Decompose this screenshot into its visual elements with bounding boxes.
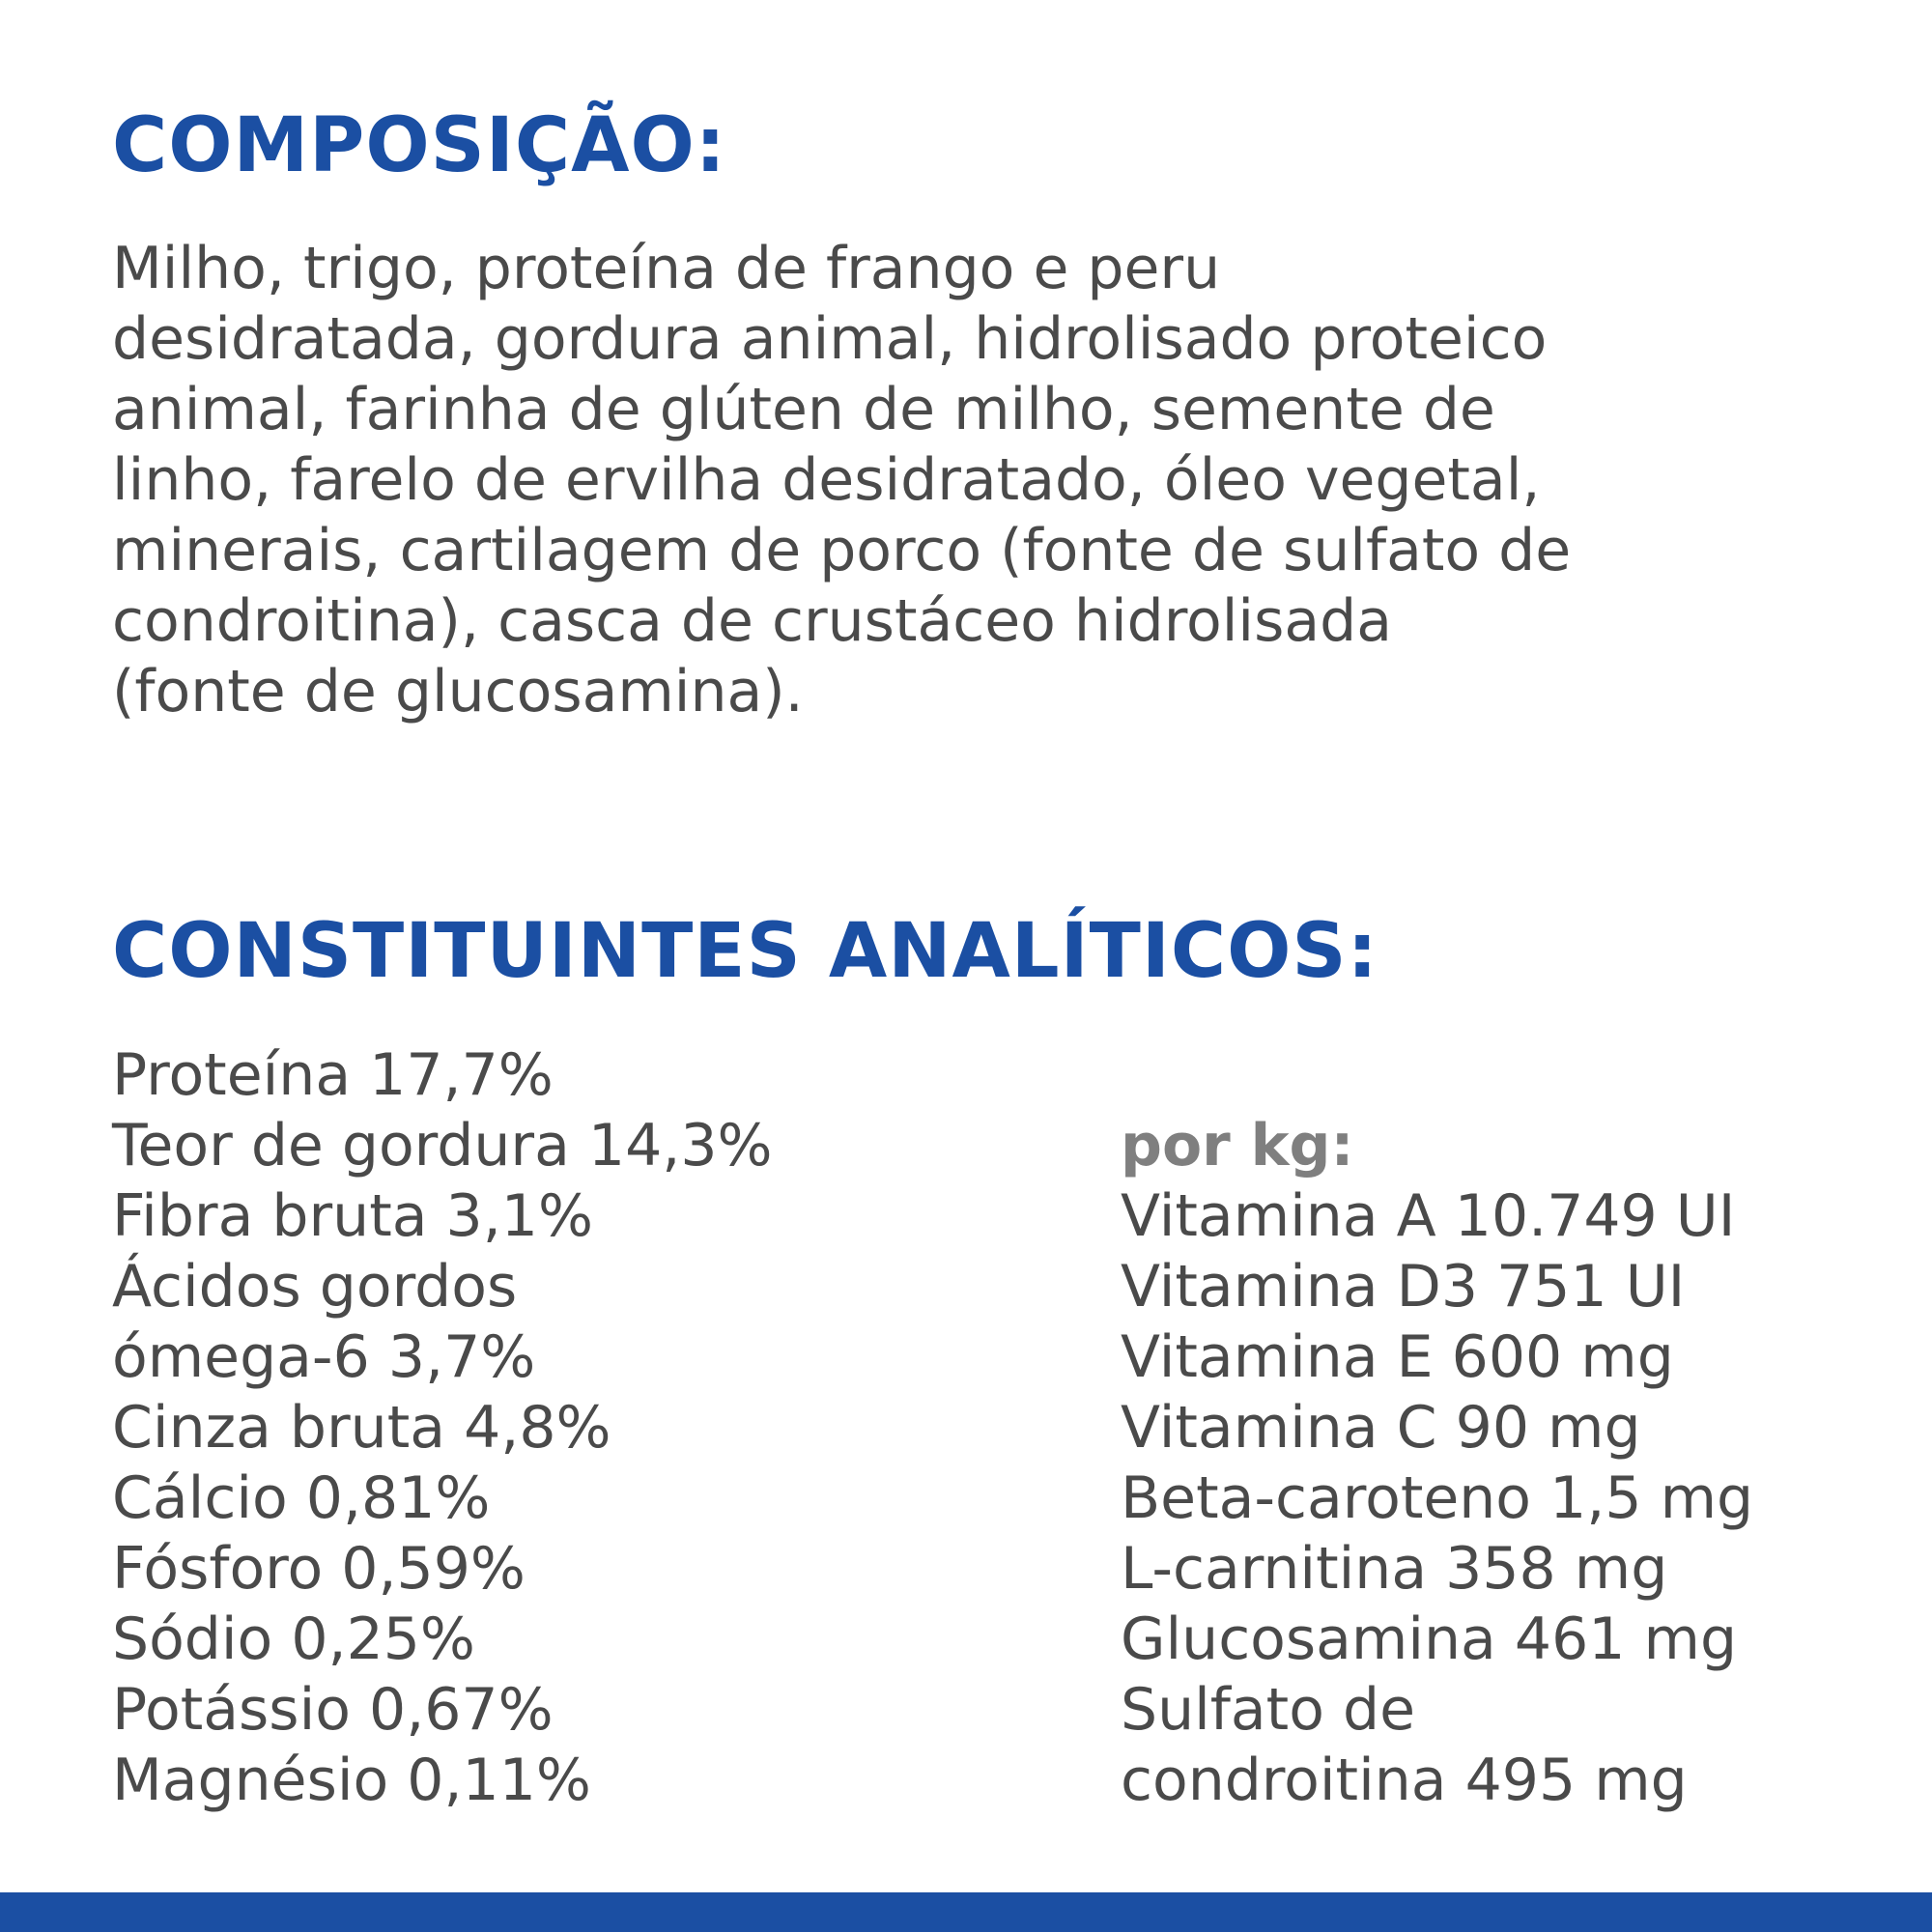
per-kg-block (1121, 1111, 1753, 1816)
list-item: Cinza bruta 4,8% (112, 1394, 611, 1462)
list-item: Vitamina C 90 mg (1121, 1394, 1641, 1462)
analytic-constituents-heading: CONSTITUINTES ANALÍTICOS: (112, 908, 1378, 995)
list-item: Teor de gordura 14,3% (112, 1112, 773, 1179)
list-item: Vitamina A 10.749 UI (1121, 1182, 1736, 1250)
list-item: L-carnitina 358 mg (1121, 1535, 1668, 1603)
list-item: Cálcio 0,81% (112, 1464, 491, 1532)
list-item: Fibra bruta 3,1% (112, 1182, 593, 1250)
list-item: ómega-6 3,7% (112, 1323, 536, 1391)
composition-line: condroitina), casca de crustáceo hidrolisada (112, 587, 1392, 655)
composition-line: animal, farinha de glúten de milho, semente de (112, 376, 1495, 443)
composition-line: Milho, trigo, proteína de frango e peru (112, 235, 1221, 302)
list-item: Proteína 17,7% (112, 1041, 554, 1109)
list-item: Magnésio 0,11% (112, 1747, 591, 1814)
composition-line: minerais, cartilagem de porco (fonte de sulfato de (112, 517, 1572, 584)
list-item: Vitamina E 600 mg (1121, 1323, 1674, 1391)
composition-line: desidratada, gordura animal, hidrolisado proteico (112, 305, 1548, 373)
list-item: Vitamina D3 751 UI (1121, 1253, 1686, 1321)
composition-heading: COMPOSIÇÃO: (112, 102, 726, 189)
composition-line: (fonte de glucosamina). (112, 658, 804, 725)
analytic-constituents-list (112, 1040, 773, 1816)
list-item: Fósforo 0,59% (112, 1535, 526, 1603)
list-item: Sódio 0,25% (112, 1605, 475, 1673)
per-kg-label: por kg: (1121, 1112, 1354, 1179)
composition-text (112, 234, 1832, 727)
list-item: Potássio 0,67% (112, 1676, 554, 1744)
bottom-accent-bar (0, 1892, 1932, 1932)
list-item: Glucosamina 461 mg (1121, 1605, 1738, 1673)
list-item: Sulfato de (1121, 1676, 1415, 1744)
list-item: Beta-caroteno 1,5 mg (1121, 1464, 1754, 1532)
list-item: condroitina 495 mg (1121, 1747, 1688, 1814)
list-item: Ácidos gordos (112, 1253, 518, 1321)
composition-line: linho, farelo de ervilha desidratado, óleo vegetal, (112, 446, 1541, 514)
per-kg-list (1121, 1181, 1753, 1816)
